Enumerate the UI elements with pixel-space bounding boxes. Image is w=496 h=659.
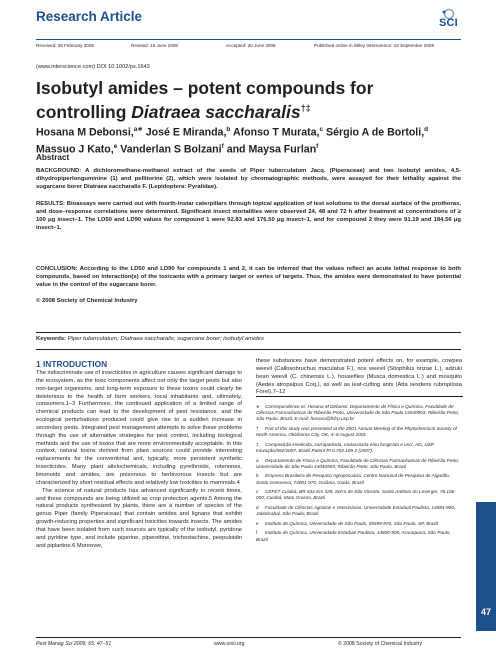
title-species: Diatraea saccharalis [131, 101, 301, 122]
footnote-text: Empresa Brasileira de Pesquisa Agropecuária, Centro Nacional de Pesquisa de Algodão, Santo Genoveva, 74001-970, Goiânia, Goiás, Brazil [256, 473, 451, 485]
abstract-results: RESULTS: Bioassays were carried out with fourth-instar caterpillars through topical application of test solutions to the dorsal surface of the prothorax, and dose–response correlations were determined. Significant insect mortalities were observed 24, 48 and 72 h after treatment at concentrations of ≥ 100 μg insect−1. The LD50 and LD90 values for compound 1 were 92.83 and 176.50 μg insect−1, and for compound 2 they were 91.19 and 184.56 μg insect−1. [36, 201, 461, 231]
title-line-2 [36, 98, 466, 122]
author-name: Afonso T Murata, [232, 126, 320, 139]
author-affiliation-mark: f [316, 143, 319, 151]
footnote-text: CEFET Cuiabá, BR 634 Km 329, Serra de São Vicente, Santo Antônio do Leverger, 78.106-000, Cuiabá, Mato Grosso, Brazil [256, 489, 456, 501]
journal-citation [36, 641, 111, 647]
footer-rule [36, 637, 461, 638]
footnote-rule [256, 396, 463, 397]
footnote-mark: d [256, 504, 259, 510]
intro-paragraph-3: these substances have demonstrated potent effects on, for example, cowpea weevil (Callosobruchus maculatus F.), rice weevil (Sitophilus orizae L.), adzuki bean weevil (C. chinensis L.), houseflies (Musca domestica L.) and mosquito (Aedes atropalpus Coq.), as well as leaf-cutting ants (Atta sexdens rubropilosa Forel).7–12 [256, 358, 462, 396]
footnote-mark: a [256, 457, 259, 463]
author-affiliation-mark: b [226, 126, 231, 133]
footnote [256, 426, 462, 438]
footnote-mark: f [256, 530, 258, 536]
footnote-text: Departamento de Física e Química, Faculdade de Ciências Farmacêuticas de Ribeirão Preto, Universidade de São Paulo 14040903, Ribeirão Preto, São Paulo, Brazil [256, 457, 460, 469]
author-name: José E Miranda, [145, 126, 227, 139]
footnote [256, 489, 462, 501]
keywords-rule [36, 349, 461, 350]
journal-url: www.soci.org [214, 641, 245, 647]
author-affiliation-mark: f [221, 143, 224, 151]
article-title [36, 78, 466, 122]
side-page-number: 47 [480, 607, 491, 617]
published-date: Published online in Wiley Interscience: 18 September 2008 [314, 43, 435, 48]
abstract-copyright: © 2008 Society of Chemical Industry [36, 298, 138, 304]
footnote [256, 442, 462, 454]
header-rule [36, 39, 461, 40]
intro-paragraph-2: The science of natural products has advanced significantly in recent times, and these compounds are being utilized as crop protection agents.5 Among the natural products synthesized by plants, there are a number of species of the genus Piper (family Piperaceae) that contain amides and lignans that exhibit growth-reducing properties and significant toxicities towards insects. The amides that have been isolated from such sources are typically of the isobutyl, pyridone and pyridine type, and include piperine, piperettine, trichostachine, peepuloidin and piplartine.6 Moreover, [36, 487, 242, 549]
author-affiliation-mark: e [113, 143, 118, 151]
footnote-text: Correspondence to: Hosana M Debonsi, Departamento de Física e Química, Faculdade de Ciências Farmacêuticas de Ribeirão Preto, Universidade de São Paulo 14040903, Ribeirão Preto, São Paulo, Brazil. E-mail: hosana@fcfrp.usp.br [256, 404, 460, 422]
received-date: Received: 29 February 2008 [36, 43, 94, 48]
footnote [256, 505, 462, 517]
section-label: Research Article [36, 9, 143, 24]
footnote-text: Composição inseticida, carrapaticida, moluscicida e/ou fungicida e uso', AG, USP Inovação/592/2007, Brazil Patent PI 0.703.109-2 (2007). [256, 441, 434, 453]
author-name: Hosana M Debonsi, [36, 126, 134, 139]
footnote-mark: ∗ [256, 404, 260, 409]
footnotes [256, 404, 462, 546]
abstract-heading: Abstract [36, 153, 70, 162]
author-name: and Maysa Furlan [226, 143, 317, 156]
title-prefix: controlling [36, 101, 132, 122]
footnote [256, 521, 462, 527]
abstract-conclusion: CONCLUSION: According to the LD50 and LD90 for compounds 1 and 2, it can be inferred that the values reflect an acute lethal response to both compounds, based on interaction(s) of the toxicants with a primary target or series of targets. Thus, the amides were demonstrated to have potential value in the control of the sugarcane borer. [36, 266, 461, 288]
left-column [36, 370, 242, 550]
abstract-rule [36, 332, 461, 333]
footnote-mark: b [256, 473, 259, 479]
keywords [36, 336, 264, 342]
author-name: Sérgio A de Bortoli, [326, 126, 425, 139]
footnote-mark: e [256, 520, 259, 526]
footnote-text: Instituto de Química, Universidade Estadual Paulista, 14800-900, Araraquara, São Paulo, Brazil [256, 530, 451, 542]
introduction-heading: 1 INTRODUCTION [36, 359, 108, 369]
author-list [36, 123, 466, 157]
footnote [256, 458, 462, 470]
title-marks: †‡ [300, 103, 311, 113]
footnote-mark: ‡ [256, 441, 259, 447]
sci-logo [430, 8, 464, 32]
author-affiliation-mark: a∗ [133, 126, 143, 133]
keywords-text: Piper tuberculatum; Diatraea saccharalis; sugarcane borer; isobutyl amides [67, 336, 264, 342]
footnote-text: Instituto de Química, Universidade de São Paulo, 05599-970, São Paulo, SP, Brazil [265, 520, 438, 526]
footer-copyright: © 2008 Society of Chemical Industry [338, 641, 422, 647]
abstract-background: BACKGROUND: A dichloromethane-methanol extract of the seeds of Piper tuberculatum Jacq. (Piperaceae) and two isobutyl amides, 4,5-dihydropiperlonguminine (1) and pellitorine (2), which were isolated by chromatographic methods, were assayed for their lethality against the sugarcane borer Diatraea saccharalis F. (Lepidoptera: Pyralidae). [36, 168, 461, 190]
footnote [256, 404, 462, 423]
author-affiliation-mark: d [424, 126, 429, 133]
revised-date: Revised: 16 June 2008 [131, 43, 178, 48]
footnote [256, 473, 462, 485]
logo-text: SCI [439, 17, 458, 29]
keywords-label: Keywords: [36, 336, 67, 342]
right-column [256, 358, 462, 397]
author-name: Vanderlan S Bolzani [120, 143, 222, 156]
footnote-text: Part of this study was presented at the 2001 Annual Meeting of the Phytochemical Society of North America, Oklahoma City, OK, 4–8 August 2001. [256, 426, 457, 438]
author-affiliation-mark: c [319, 126, 324, 133]
footnote-mark: † [256, 426, 259, 431]
footnote [256, 530, 462, 542]
doi: (www.interscience.com) DOI 10.1002/ps.1643 [36, 64, 150, 70]
footnote-mark: c [256, 489, 259, 495]
accepted-date: Accepted: 20 June 2008 [226, 43, 276, 48]
author-name: Massuo J Kato, [36, 143, 114, 156]
intro-paragraph-1: The indiscriminate use of insecticides in agriculture causes significant damage to the ecosystem, as the toxic components affect not only the target pests but also non-target organisms, and long-term exposure to these toxins could clearly be deleterious to the health of farm workers, local inhabitants and, ultimately, consumers.1–3 Furthermore, the continued application of a limited range of chemical products can lead to the development of pest resistance, and the ecological perturbations produced could give rise to a sudden increase in secondary pests. Integrated pest management attempts to solve these problems through the use of alternative strategies for pest control, including biological methods and the use of toxins that are more environmentally acceptable. In this context, natural toxins derived from plant sources could provide interesting replacements for the conventional and, typically, more persistent synthetic insecticides. Many plant allelochemicals, including pyrethroids, rotenones, limonoids and amides, are poisonous to herbivorous insects but are characterized by short residual effects and relatively low toxicities to mammals.4 [36, 370, 242, 486]
journal-name: Pest Manag Sci 2009; 65: 47–51 [36, 641, 112, 647]
title-line-1: Isobutyl amides – potent compounds for [36, 78, 374, 98]
footnote-text: Faculdade de Ciências Agrárias e Veterinárias, Universidade Estadual Paulista, 14884-900, Jaboticabal, São Paulo, Brazil [256, 504, 456, 517]
